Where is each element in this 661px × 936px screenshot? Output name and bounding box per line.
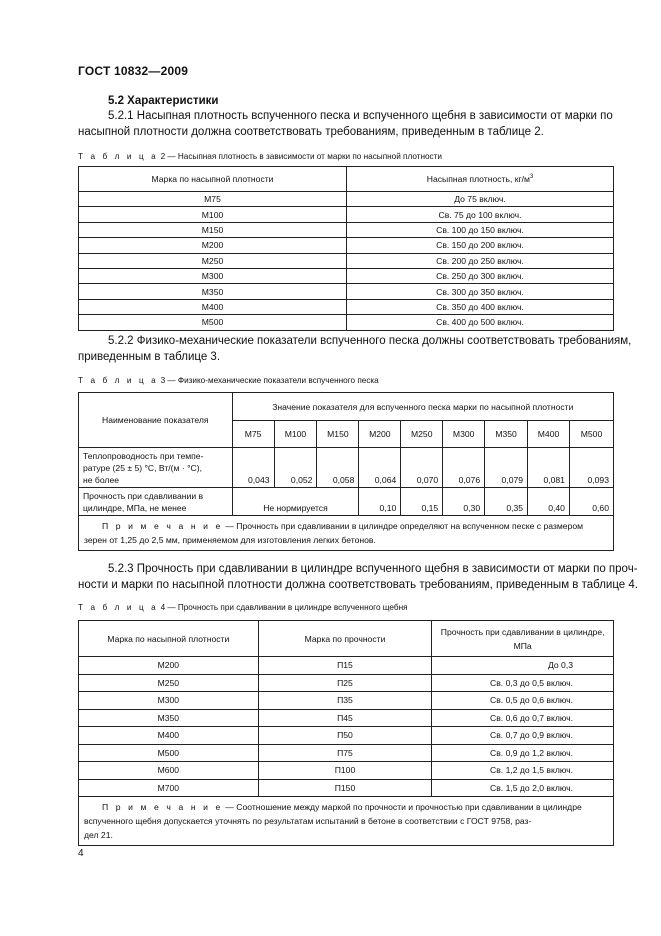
table-row	[79, 268, 614, 283]
table-4-note	[79, 797, 614, 846]
header-text: Насыпная плотность, кг/м	[426, 174, 530, 184]
strength-value-cell: До 0,3	[432, 657, 614, 675]
table-2-caption	[78, 152, 442, 161]
paragraph-line: ности и марки по насыпной плотности должна соответствовать требованиям, приведенным в таблице 4.	[78, 579, 638, 591]
grade-cell: М150	[79, 222, 347, 237]
section-title: 5.2 Характеристики	[108, 95, 219, 107]
table-row	[79, 709, 614, 727]
table-row	[79, 238, 614, 253]
strength-grade-cell: П50	[258, 727, 432, 745]
density-cell: Св. 400 до 500 включ.	[347, 315, 614, 330]
grade-header-cell: М350	[485, 421, 528, 448]
grade-header-cell: М150	[317, 421, 359, 448]
grade-cell: М100	[79, 207, 347, 222]
value-cell: 0,070	[401, 448, 443, 488]
strength-grade-cell: П150	[258, 779, 432, 797]
strength-value-cell: Св. 1,5 до 2,0 включ.	[432, 779, 614, 797]
value-cell: 0,079	[485, 448, 528, 488]
table-row	[79, 315, 614, 330]
label-line: Теплопроводность при темпе-	[83, 450, 204, 461]
density-grade-cell: М700	[79, 779, 259, 797]
note-text: — Прочность при сдавливании в цилиндре определяют на вспученном песке с размером	[222, 521, 584, 531]
grade-cell: М500	[79, 315, 347, 330]
label-line: Прочность при сдавливании в	[83, 490, 204, 501]
paragraph-5-2-1	[78, 108, 614, 140]
table-row	[79, 692, 614, 710]
grade-cell: М400	[79, 299, 347, 314]
value-cell: 0,058	[317, 448, 359, 488]
table-row	[79, 779, 614, 797]
value-cell: 0,30	[443, 488, 485, 516]
strength-value-cell: Св. 0,5 до 0,6 включ.	[432, 692, 614, 710]
paragraph-line: насыпной плотности должна соответствовать требованиям, приведенным в таблице 2.	[78, 126, 544, 138]
label-line: цилиндре, МПа, не менее	[83, 502, 187, 513]
header-line: Прочность при сдавливании в цилиндре,	[440, 626, 605, 637]
paragraph-line: 5.2.3 Прочность при сдавливании в цилиндре вспученного щебня в зависимости от марки по проч-	[108, 563, 638, 575]
table-4-caption	[78, 603, 408, 612]
label-line: ратуре (25 ± 5) °С, Вт/(м · °С),	[83, 462, 202, 473]
table-row	[79, 299, 614, 314]
table-3-caption	[78, 376, 379, 385]
header-cell	[432, 621, 614, 657]
table-row	[79, 192, 614, 207]
value-cell: 0,40	[528, 488, 570, 516]
density-cell: Св. 350 до 400 включ.	[347, 299, 614, 314]
caption-text: 3 — Физико-механические показатели вспученного песка	[160, 376, 379, 385]
table-row	[79, 657, 614, 675]
paragraph-5-2-3	[78, 561, 638, 593]
note-line: зерен от 1,25 до 2,5 мм, применяемом для изготовления легких бетонов.	[84, 535, 376, 545]
header-cell: Наименование показателя	[79, 393, 233, 448]
table-2	[78, 166, 614, 331]
value-cell: 0,076	[443, 448, 485, 488]
grade-header-cell: М250	[401, 421, 443, 448]
table-row	[79, 727, 614, 745]
grade-header-cell: М100	[274, 421, 317, 448]
density-grade-cell: М250	[79, 674, 259, 692]
header-cell: Значение показателя для вспученного песка марки по насыпной плотности	[232, 393, 613, 421]
note-line: вспученного щебня допускается уточнять по результатам испытаний в бетоне в соответствии с ГОСТ 9758, раз-	[84, 816, 532, 826]
table-3	[78, 392, 614, 551]
value-cell: 0,093	[569, 448, 613, 488]
strength-grade-cell: П75	[258, 744, 432, 762]
density-grade-cell: М300	[79, 692, 259, 710]
value-cell: 0,081	[528, 448, 570, 488]
paragraph-line: 5.2.1 Насыпная плотность вспученного песка и вспученного щебня в зависимости от марки по	[108, 110, 613, 122]
value-cell: 0,35	[485, 488, 528, 516]
grade-header-cell: М400	[528, 421, 570, 448]
density-grade-cell: М350	[79, 709, 259, 727]
density-cell: До 75 включ.	[347, 192, 614, 207]
density-cell: Св. 75 до 100 включ.	[347, 207, 614, 222]
caption-text: 4 — Прочность при сдавливании в цилиндре вспученного щебня	[160, 603, 408, 612]
table-row	[79, 674, 614, 692]
grade-header-cell: М300	[443, 421, 485, 448]
header-cell: Марка по прочности	[258, 621, 432, 657]
table-row	[79, 253, 614, 268]
caption-prefix: Т а б л и ц а	[78, 376, 159, 385]
not-normed-cell: Не нормируется	[232, 488, 359, 516]
grade-header-cell: М500	[569, 421, 613, 448]
caption-prefix: Т а б л и ц а	[78, 603, 159, 612]
row-label	[79, 488, 233, 516]
grade-cell: М300	[79, 268, 347, 283]
density-cell: Св. 300 до 350 включ.	[347, 284, 614, 299]
density-grade-cell: М500	[79, 744, 259, 762]
table-row	[79, 222, 614, 237]
density-cell: Св. 100 до 150 включ.	[347, 222, 614, 237]
table-3-note	[79, 516, 614, 551]
value-cell: 0,60	[569, 488, 613, 516]
strength-grade-cell: П100	[258, 762, 432, 780]
value-cell: 0,15	[401, 488, 443, 516]
strength-grade-cell: П35	[258, 692, 432, 710]
header-cell: Марка по насыпной плотности	[79, 621, 259, 657]
grade-cell: М75	[79, 192, 347, 207]
paragraph-5-2-2	[78, 333, 632, 365]
density-grade-cell: М400	[79, 727, 259, 745]
grade-header-cell: М200	[359, 421, 401, 448]
header-cell	[347, 167, 614, 192]
paragraph-line: 5.2.2 Физико-механические показатели вспученного песка должны соответствовать требованиям,	[108, 335, 632, 347]
note-line	[84, 800, 608, 814]
strength-value-cell: Св. 0,3 до 0,5 включ.	[432, 674, 614, 692]
grade-header-cell: М75	[232, 421, 274, 448]
table-row	[79, 744, 614, 762]
caption-prefix: Т а б л и ц а	[78, 152, 159, 161]
strength-grade-cell: П45	[258, 709, 432, 727]
density-grade-cell: М200	[79, 657, 259, 675]
density-cell: Св. 250 до 300 включ.	[347, 268, 614, 283]
strength-value-cell: Св. 0,6 до 0,7 включ.	[432, 709, 614, 727]
table-row	[79, 762, 614, 780]
note-line	[84, 519, 608, 533]
grade-cell: М250	[79, 253, 347, 268]
grade-cell: М200	[79, 238, 347, 253]
note-text: — Соотношение между маркой по прочности и прочностью при сдавливании в цилиндре	[222, 802, 582, 812]
strength-value-cell: Св. 1,2 до 1,5 включ.	[432, 762, 614, 780]
grade-cell: М350	[79, 284, 347, 299]
header-line: МПа	[513, 640, 532, 651]
page-number: 4	[78, 848, 84, 859]
density-cell: Св. 200 до 250 включ.	[347, 253, 614, 268]
density-cell: Св. 150 до 200 включ.	[347, 238, 614, 253]
strength-grade-cell: П25	[258, 674, 432, 692]
strength-value-cell: Св. 0,9 до 1,2 включ.	[432, 744, 614, 762]
strength-grade-cell: П15	[258, 657, 432, 675]
note-prefix: П р и м е ч а н и е	[102, 802, 223, 812]
table-4	[78, 620, 614, 846]
table-header-row	[79, 167, 614, 192]
strength-value-cell: Св. 0,7 до 0,9 включ.	[432, 727, 614, 745]
note-line: дел 21.	[84, 830, 113, 840]
value-cell: 0,10	[359, 488, 401, 516]
caption-text: 2 — Насыпная плотность в зависимости от марки по насыпной плотности	[160, 152, 442, 161]
header-cell: Марка по насыпной плотности	[79, 167, 347, 192]
value-cell: 0,043	[232, 448, 274, 488]
density-grade-cell: М600	[79, 762, 259, 780]
table-row	[79, 207, 614, 222]
value-cell: 0,052	[274, 448, 317, 488]
table-row	[79, 284, 614, 299]
note-prefix: П р и м е ч а н и е	[102, 521, 223, 531]
superscript: 3	[529, 174, 534, 181]
paragraph-line: приведенным в таблице 3.	[78, 351, 221, 363]
label-line: не более	[83, 474, 119, 485]
row-label	[79, 448, 233, 488]
document-header: ГОСТ 10832—2009	[78, 64, 189, 78]
value-cell: 0,064	[359, 448, 401, 488]
